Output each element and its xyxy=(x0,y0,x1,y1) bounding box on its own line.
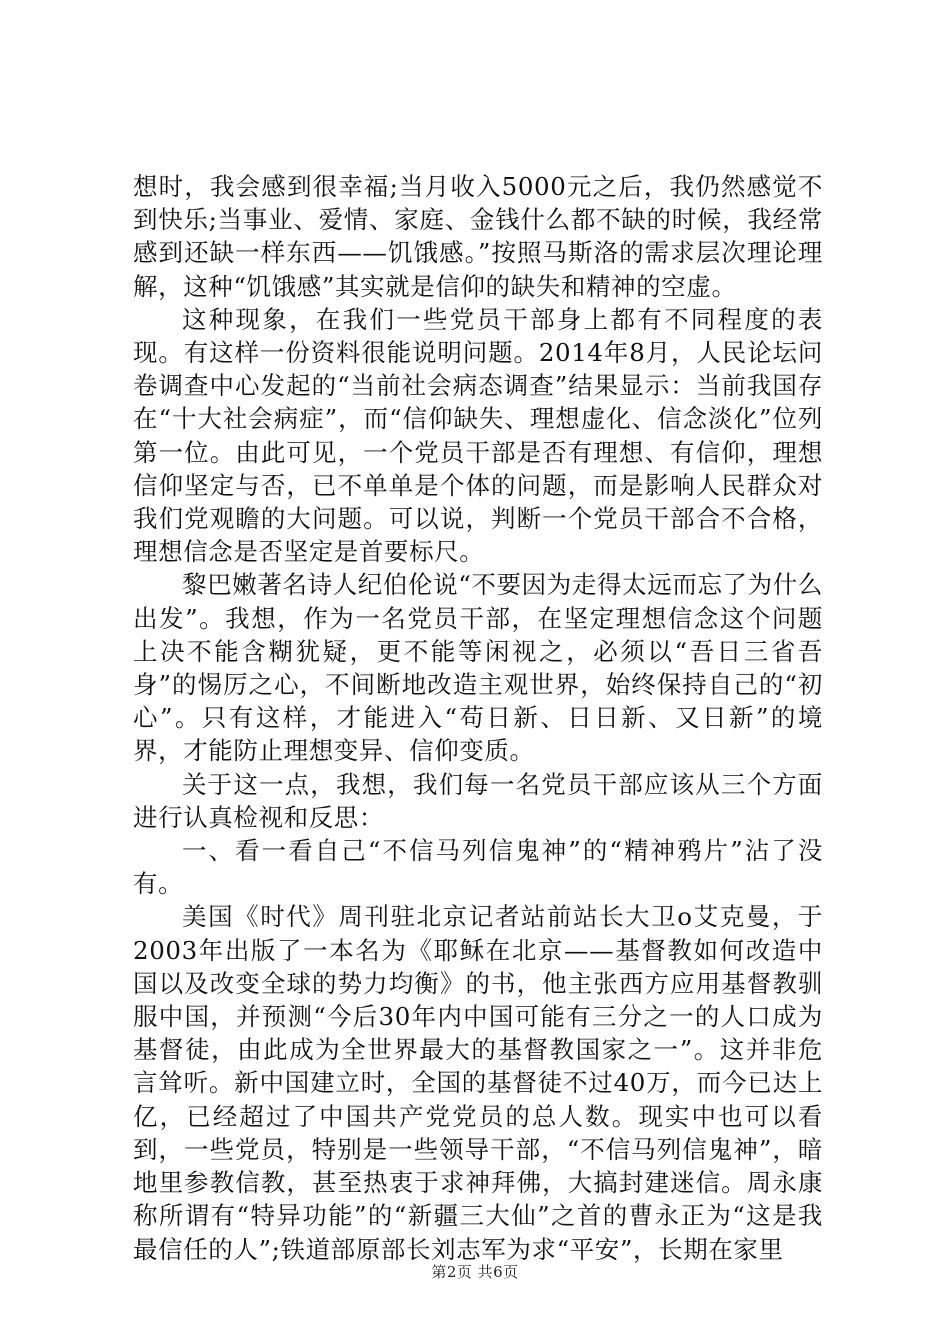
paragraph-3: 黎巴嫩著名诗人纪伯伦说“不要因为走得太远而忘了为什么出发”。我想，作为一名党员干部，在坚定理想信念这个问题上决不能含糊犹疑，更不能等闲视之，必须以“吾日三省吾身”的惕厉之心，不间断地改造主观世界，始终保持自己的“初心”。只有这样，才能进入“苟日新、日日新、又日新”的境界，才能防止理想变异、信仰变质。 xyxy=(133,570,823,766)
paragraph-2: 这种现象，在我们一些党员干部身上都有不同程度的表现。有这样一份资料很能说明问题。2014年8月，人民论坛问卷调查中心发起的“当前社会病态调查”结果显示：当前我国存在“十大社会病症”，而“信仰缺失、理想虚化、信念淡化”位列第一位。由此可见，一个党员干部是否有理想、有信仰，理想信仰坚定与否，已不单单是个体的问题，而是影响人民群众对我们党观瞻的大问题。可以说，判断一个党员干部合不合格，理想信念是否坚定是首要标尺。 xyxy=(133,304,823,567)
paragraph-1: 想时，我会感到很幸福;当月收入5000元之后，我仍然感觉不到快乐;当事业、爱情、家庭、金钱什么都不缺的时候，我经常感到还缺一样东西——饥饿感。”按照马斯洛的需求层次理论理解，这种“饥饿感”其实就是信仰的缺失和精神的空虚。 xyxy=(133,172,823,301)
page-number-footer: 第2页 共6页 xyxy=(431,1263,519,1281)
document-body xyxy=(133,170,823,1266)
paragraph-4: 关于这一点，我想，我们每一名党员干部应该从三个方面进行认真检视和反思： xyxy=(133,769,823,832)
section-heading-1: 一、看一看自己“不信马列信鬼神”的“精神鸦片”沾了没有。 xyxy=(133,836,823,899)
paragraph-5: 美国《时代》周刊驻北京记者站前站长大卫ο艾克曼，于2003年出版了一本名为《耶稣在北京——基督教如何改造中国以及改变全球的势力均衡》的书，他主张西方应用基督教驯服中国，并预测“今后30年内中国可能有三分之一的人口成为基督徒，由此成为全世界最大的基督教国家之一”。这并非危言耸听。新中国建立时，全国的基督徒不过40万，而今已达上亿，已经超过了中国共产党党员的总人数。现实中也可以看到，一些党员，特别是一些领导干部，“不信马列信鬼神”，暗地里参教信教，甚至热衷于求神拜佛，大搞封建迷信。周永康称所谓有“特异功能”的“新疆三大仙”之首的曹永正为“这是我最信任的人”;铁道部原部长刘志军为求“平安”，长期在家里 xyxy=(133,902,823,1264)
